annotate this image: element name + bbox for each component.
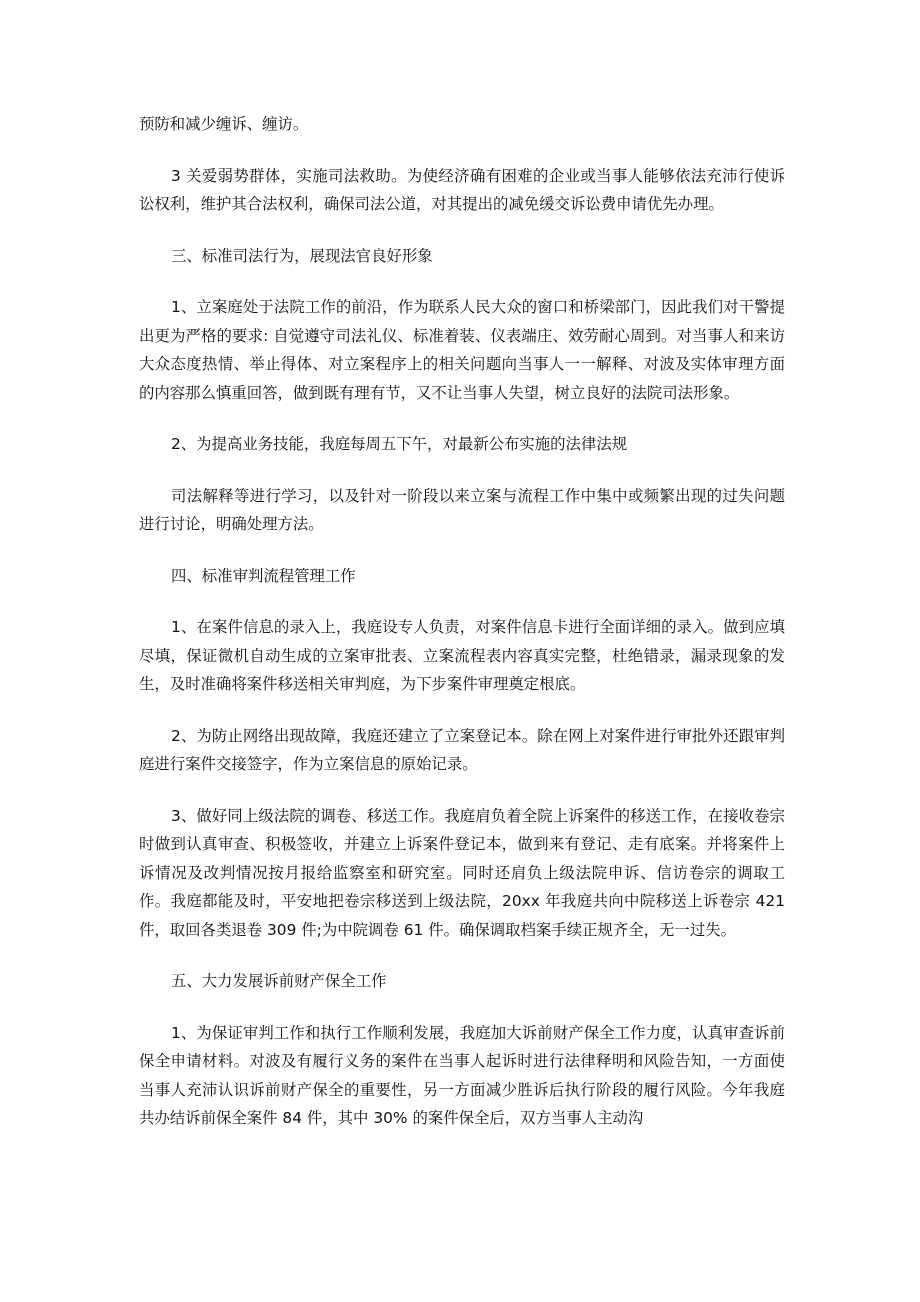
paragraph-5-1: 1、为保证审判工作和执行工作顺利发展，我庭加大诉前财产保全工作力度，认真审查诉前保全申请材料。对波及有履行义务的案件在当事人起诉时进行法律释明和风险告知，一方面使当事人充沛认识诉前财产保全的重要性，另一方面减少胜诉后执行阶段的履行风险。今年我庭共办结诉前保全案件 84 件，其中 30% 的案件保全后，双方当事人主动沟: [139, 1023, 785, 1127]
document-body: [139, 110, 785, 1133]
section-heading-5: 五、大力发展诉前财产保全工作: [171, 972, 387, 990]
paragraph-3-1: 1、立案庭处于法院工作的前沿，作为联系人民大众的窗口和桥梁部门，因此我们对干警提出更为严格的要求: 自觉遵守司法礼仪、标准着装、仪表端庄、效劳耐心周到。对当事人和来访大众态度热情、举止得体、对立案程序上的相关问题向当事人一一解释、对波及实体审理方面的内容那么慎重回答，做到既有理有节，又不让当事人失望，树立良好的法院司法形象。: [139, 298, 785, 402]
paragraph-2: 3 关爱弱势群体，实施司法救助。为使经济确有困难的企业或当事人能够依法充沛行使诉讼权利，维护其合法权利，确保司法公道，对其提出的减免缓交诉讼费申请优先办理。: [139, 166, 785, 213]
section-heading-3: 三、标准司法行为，展现法官良好形象: [171, 246, 433, 265]
paragraph-4-2: 2、为防止网络出现故障，我庭还建立了立案登记本。除在网上对案件进行审批外还跟审判庭进行案件交接签字，作为立案信息的原始记录。: [139, 726, 785, 773]
paragraph-4-3: 3、做好同上级法院的调卷、移送工作。我庭肩负着全院上诉案件的移送工作，在接收卷宗时做到认真审查、积极签收，并建立上诉案件登记本，做到来有登记、走有底案。并将案件上诉情况及改判情况按月报给监察室和研究室。同时还肩负上级法院申诉、信访卷宗的调取工作。我庭都能及时，平安地把卷宗移送到上级法院，20xx 年我庭共向中院移送上诉卷宗 421 件，取回各类退卷 309 件;为中院调卷 61 件。确保调取档案手续正规齐全，无一过失。: [139, 806, 785, 939]
paragraph-4-1: 1、在案件信息的录入上，我庭设专人负责，对案件信息卡进行全面详细的录入。做到应填尽填，保证微机自动生成的立案审批表、立案流程表内容真实完整，杜绝错录，漏录现象的发生，及时准确将案件移送相关审判庭，为下步案件审理奠定根底。: [139, 618, 785, 693]
paragraph-1: 预防和减少缠诉、缠访。: [139, 115, 309, 133]
section-heading-4: 四、标准审判流程管理工作: [171, 566, 356, 585]
paragraph-3-2-continued: 司法解释等进行学习，以及针对一阶段以来立案与流程工作中集中或频繁出现的过失问题进行讨论，明确处理方法。: [139, 486, 785, 533]
paragraph-3-2: 2、为提高业务技能，我庭每周五下午，对最新公布实施的法律法规: [171, 435, 628, 453]
